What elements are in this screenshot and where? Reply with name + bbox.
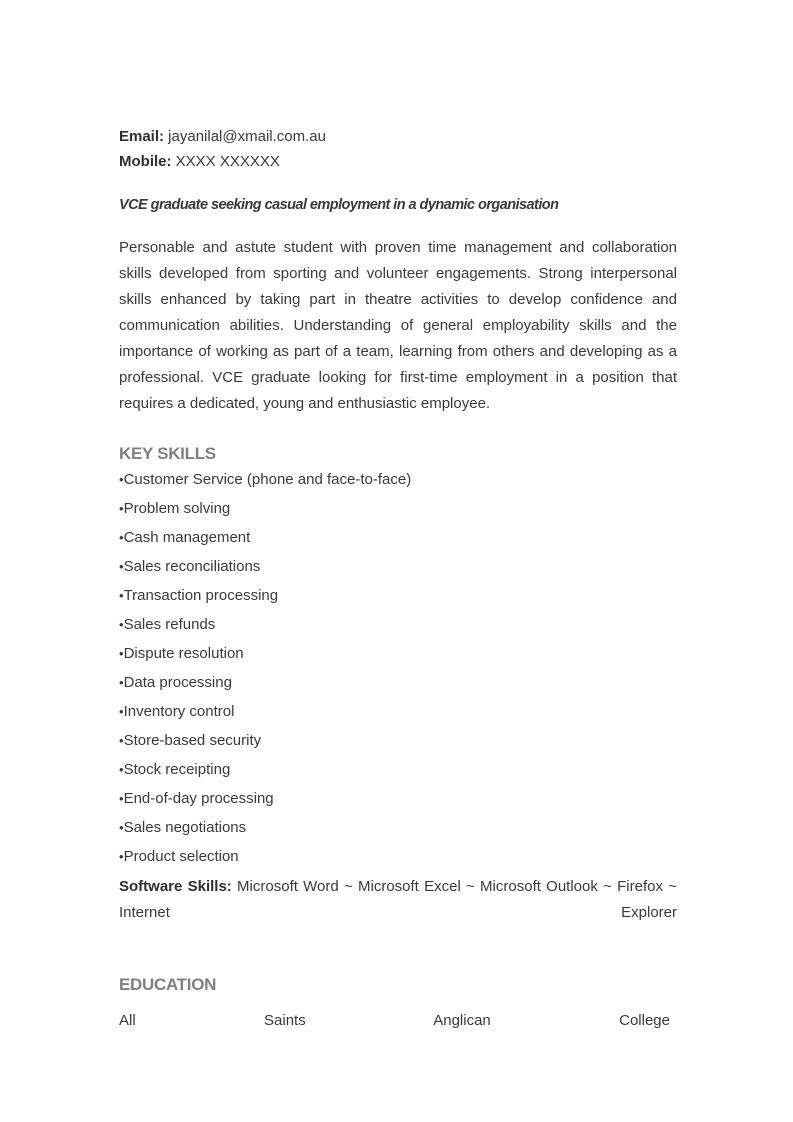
list-item: [119, 697, 677, 726]
email-label: Email:: [119, 128, 165, 145]
list-item: [119, 668, 677, 697]
bullet-icon: •: [119, 704, 124, 719]
education-school-name: All Saints Anglican College: [119, 1012, 670, 1029]
key-skills-list: [119, 465, 677, 871]
section-heading-key-skills: KEY SKILLS: [119, 444, 216, 463]
skill-label: Store-based security: [123, 732, 262, 749]
email-value: jayanilal@xmail.com.au: [164, 128, 326, 145]
bullet-icon: •: [119, 646, 124, 661]
list-item: [119, 784, 677, 813]
list-item: [119, 813, 677, 842]
bullet-icon: •: [119, 501, 124, 516]
list-item: [119, 639, 677, 668]
list-item: [119, 494, 677, 523]
resume-content: [119, 124, 677, 1060]
bullet-icon: •: [119, 820, 124, 835]
bullet-icon: •: [119, 762, 124, 777]
bullet-icon: •: [119, 588, 124, 603]
mobile-value: XXXX XXXXXX: [171, 153, 280, 170]
skill-label: Transaction processing: [123, 587, 279, 604]
skill-label: Sales negotiations: [123, 819, 247, 836]
bullet-icon: •: [119, 617, 124, 632]
skill-label: Cash management: [123, 529, 251, 546]
skill-label: Stock receipting: [123, 761, 231, 778]
bullet-icon: •: [119, 733, 124, 748]
skill-label: Dispute resolution: [123, 645, 244, 662]
contact-email-line: [119, 124, 677, 149]
software-skills-label: Software Skills:: [119, 878, 232, 895]
contact-mobile-line: [119, 149, 677, 174]
list-item: [119, 552, 677, 581]
list-item: [119, 610, 677, 639]
bullet-icon: •: [119, 791, 124, 806]
skill-label: Sales refunds: [123, 616, 216, 633]
list-item: [119, 755, 677, 784]
list-item: [119, 726, 677, 755]
objective-tagline: VCE graduate seeking casual employment in a dynamic organisation: [119, 197, 559, 213]
mobile-label: Mobile:: [119, 153, 172, 170]
bullet-icon: •: [119, 472, 124, 487]
skill-label: Sales reconciliations: [123, 558, 261, 575]
professional-summary: Personable and astute student with proven time management and collaboration skills developed from sporting and volunteer engagements. Strong interpersonal skills enhanced by taking part in theatre activities to develop confidence and communication abilities. Understanding of general employability skills and the importance of working as part of a team, learning from others and developing as a professional. VCE graduate looking for first-time employment in a position that requires a dedicated, young and enthusiastic employee.: [119, 239, 677, 412]
bullet-icon: •: [119, 530, 124, 545]
skill-label: Customer Service (phone and face-to-face): [123, 471, 412, 488]
section-heading-education: EDUCATION: [119, 975, 217, 994]
bullet-icon: •: [119, 849, 124, 864]
skill-label: Data processing: [123, 674, 232, 691]
skill-label: Problem solving: [123, 500, 231, 517]
bullet-icon: •: [119, 675, 124, 690]
list-item: [119, 465, 677, 494]
bullet-icon: •: [119, 559, 124, 574]
software-skills-line: [119, 874, 677, 952]
skill-label: Inventory control: [123, 703, 235, 720]
list-item: [119, 842, 677, 871]
skill-label: Product selection: [123, 848, 239, 865]
list-item: [119, 581, 677, 610]
list-item: [119, 523, 677, 552]
software-skills-value: Microsoft Word ~ Microsoft Excel ~ Microsoft Outlook ~ Firefox ~ Internet Explorer: [119, 878, 677, 921]
skill-label: End-of-day processing: [123, 790, 274, 807]
